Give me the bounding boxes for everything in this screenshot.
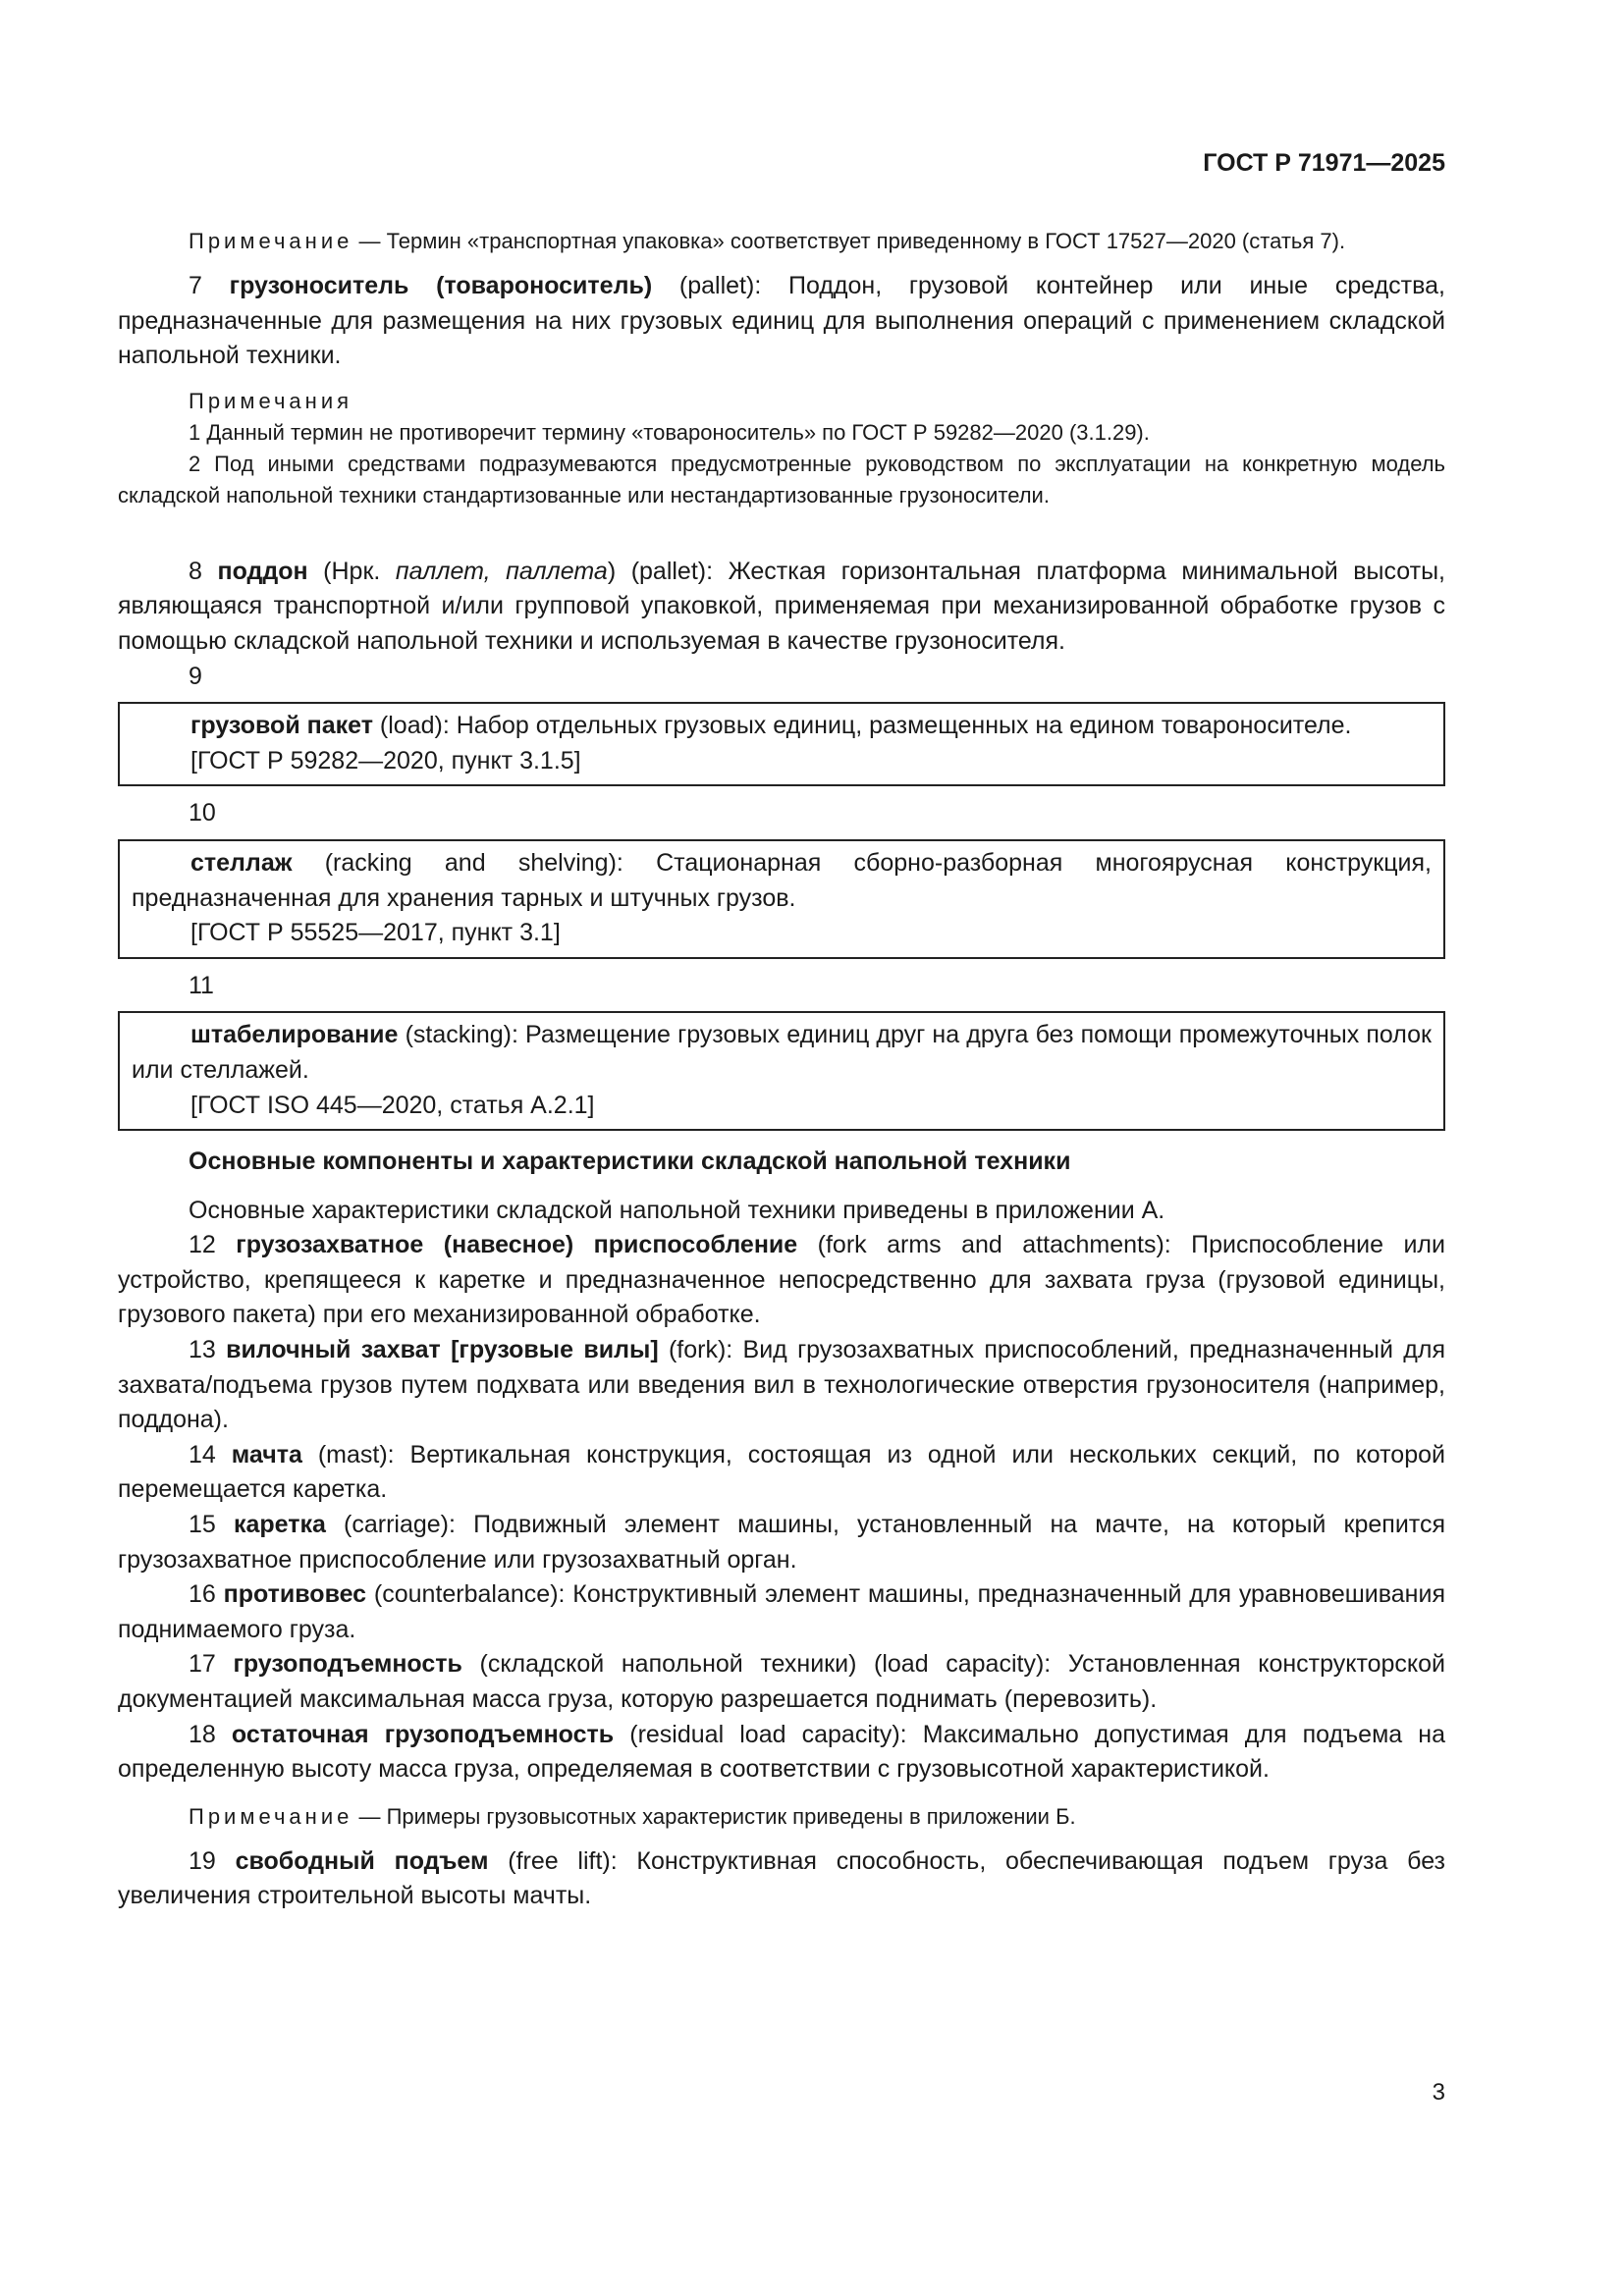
term-definition: (pallet): Поддон, грузовой контейнер или иные средства, предназначенные для размещения на них грузовых единиц для выполнения операций с применением складской напольной техники.	[118, 272, 1445, 370]
term-9	[132, 709, 1432, 744]
term-definition: (racking and shelving): Стационарная сборно-разборная многоярусная конструкция, предназначенная для хранения тарных и штучных грузов.	[132, 848, 1432, 912]
term-12	[118, 1228, 1445, 1333]
note-item-2: 2 Под иными средствами подразумеваются предусмотренные руководством по эксплуатации на конкретную модель складской напольной техники стандартизованные или нестандартизованные грузоносители.	[118, 451, 1445, 507]
term-definition: (fork): Вид грузозахватных приспособлений, предназначенный для захвата/подъема грузов путем подхвата или введения вил в технологические отверстия грузоносителя (например, поддона).	[118, 1336, 1445, 1434]
term-10-box	[118, 839, 1445, 959]
term-definition: ) (pallet): Жесткая горизонтальная платформа минимальной высоты, являющаяся транспортной и/или групповой упаковкой, применяемая при механизированной обработке грузов с помощью складской напольной техники и используемая в качестве грузоносителя.	[118, 557, 1445, 655]
term-number: 7	[189, 272, 202, 299]
term-7	[118, 269, 1445, 374]
term-pre: (Нрк.	[307, 557, 396, 585]
term-definition: (fork arms and attachments): Приспособление или устройство, крепящееся к каретке и предназначенное непосредственно для захвата груза (грузовой единицы, грузового пакета) при его механизированной обработке.	[118, 1231, 1445, 1329]
term-name: грузоподъемность	[233, 1650, 462, 1679]
page-body	[118, 137, 1445, 1914]
term-name: каретка	[233, 1511, 326, 1539]
term-name: стеллаж	[190, 848, 293, 877]
term-14	[118, 1438, 1445, 1508]
term-definition: (load): Набор отдельных грузовых единиц, размещенных на едином товароносителе.	[372, 712, 1352, 740]
term-number: 15	[189, 1511, 216, 1539]
term-number: 18	[189, 1720, 216, 1748]
term-number: 16	[189, 1580, 216, 1609]
term-number: 12	[189, 1231, 216, 1259]
term-9-reference: [ГОСТ Р 59282—2020, пункт 3.1.5]	[190, 746, 581, 774]
term-15	[118, 1508, 1445, 1577]
term-13	[118, 1333, 1445, 1438]
term-10-reference: [ГОСТ Р 55525—2017, пункт 3.1]	[190, 919, 561, 947]
term-9-box	[118, 702, 1445, 786]
term-10	[132, 846, 1432, 916]
term-10-number: 10	[189, 799, 216, 828]
term-name: штабелирование	[190, 1021, 399, 1049]
term-11	[132, 1018, 1432, 1088]
section-heading: Основные компоненты и характеристики складской напольной техники	[189, 1148, 1071, 1176]
term-9-number: 9	[189, 662, 202, 690]
notes-label: Примечания	[189, 388, 353, 413]
term-definition: (free lift): Конструктивная способность, обеспечивающая подъем груза без увеличения строительной высоты мачты.	[118, 1846, 1446, 1910]
term-definition: (складской напольной техники) (load capacity): Установленная конструкторской документацией максимальная масса груза, которую разрешается поднимать (перевозить).	[118, 1650, 1446, 1713]
term-11-box	[118, 1011, 1445, 1131]
term-number: 14	[189, 1440, 216, 1468]
term-definition: (stacking): Размещение грузовых единиц друг на друга без помощи промежуточных полок или стеллажей.	[132, 1021, 1432, 1084]
term-11-reference: [ГОСТ ISO 445—2020, статья А.2.1]	[190, 1091, 595, 1119]
section-intro: Основные характеристики складской напольной техники приведены в приложении А.	[189, 1196, 1165, 1224]
term-name: свободный подъем	[235, 1846, 489, 1875]
term-name: поддон	[217, 557, 308, 585]
term-name: грузоноситель (товароноситель)	[229, 272, 653, 299]
note-load-height-characteristics	[118, 1801, 1445, 1833]
term-name: вилочный захват [грузовые вилы]	[226, 1336, 659, 1364]
term-number: 8	[189, 557, 202, 585]
term-number: 19	[189, 1846, 216, 1875]
term-definition: (counterbalance): Конструктивный элемент машины, предназначенный для уравновешивания поднимаемого груза.	[118, 1580, 1445, 1643]
term-definition: (mast): Вертикальная конструкция, состоящая из одной или нескольких секций, по которой перемещается каретка.	[118, 1440, 1445, 1504]
term-name: противовес	[223, 1580, 367, 1609]
term-definition: (residual load capacity): Максимально допустимая для подъема на определенную высоту масса груза, определяемая в соответствии с грузовысотной характеристикой.	[118, 1720, 1446, 1784]
term-8	[118, 555, 1445, 660]
term-16	[118, 1577, 1445, 1647]
term-name: грузовой пакет	[190, 712, 373, 740]
term-number: 13	[189, 1336, 216, 1364]
term-name: остаточная грузоподъемность	[231, 1720, 615, 1748]
term-18	[118, 1718, 1445, 1788]
page-number: 3	[1432, 2079, 1445, 2106]
note-transport-packaging	[118, 226, 1445, 257]
note-text: — Примеры грузовысотных характеристик приведены в приложении Б.	[352, 1803, 1076, 1829]
term-definition: (carriage): Подвижный элемент машины, установленный на мачте, на который крепится грузозахватное приспособление или грузозахватный орган.	[118, 1511, 1445, 1574]
term-synonym: паллет, паллета	[395, 557, 608, 585]
term-11-number: 11	[189, 971, 214, 999]
note-text: — Термин «транспортная упаковка» соответствует приведенному в ГОСТ 17527—2020 (статья 7).	[352, 229, 1346, 253]
term-name: грузозахватное (навесное) приспособление	[236, 1231, 798, 1259]
term-name: мачта	[231, 1440, 302, 1468]
term-19	[118, 1844, 1445, 1914]
term-number: 17	[189, 1650, 216, 1679]
note-label: Примечание	[189, 229, 353, 253]
note-item-1: 1 Данный термин не противоречит термину «товароноситель» по ГОСТ Р 59282—2020 (3.1.29).	[189, 419, 1150, 445]
note-label: Примечание	[189, 1803, 353, 1829]
term-17	[118, 1647, 1445, 1717]
document-id-header: ГОСТ Р 71971—2025	[1203, 149, 1445, 177]
